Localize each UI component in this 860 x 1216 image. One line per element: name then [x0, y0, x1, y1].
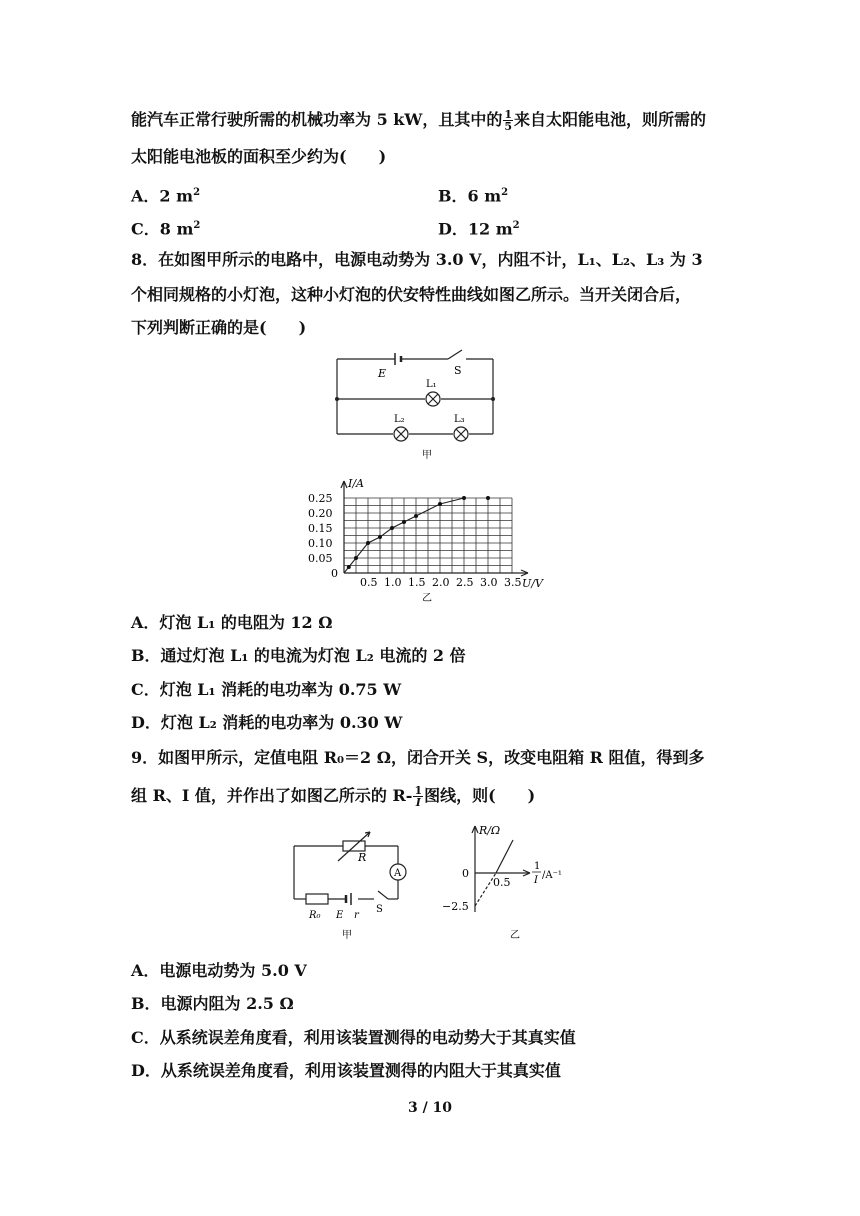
data-point	[366, 541, 370, 545]
label-e: E	[378, 367, 387, 380]
fraction-one-fifth: $\frac{1}{5}$	[504, 108, 512, 133]
q7-stem-line-1	[131, 109, 706, 132]
q9-option-c: C．从系统误差角度看，利用该装置测得的电动势大于其真实值	[131, 1028, 576, 1047]
data-point	[414, 514, 418, 518]
y-tick-label: 0.25	[308, 492, 333, 505]
q7-option-b: B．6 $m^2$	[438, 186, 509, 206]
page-number: 3 / 10	[407, 1100, 453, 1116]
label-l1: L₁	[426, 379, 437, 390]
label-e: E	[336, 910, 344, 921]
x-tick-label: 0.5	[360, 576, 378, 589]
y-tick-label: 0.10	[308, 537, 333, 550]
q8-stem-line-1: 8．在如图甲所示的电路中，电源电动势为 3.0 V，内阻不计，L₁、L₂、L₃ 为 3	[131, 250, 703, 269]
y-tick-label: 0.20	[308, 507, 333, 520]
q7-text: 来自太阳能电池，则所需的	[514, 110, 707, 129]
caption-jia: 甲	[422, 450, 432, 461]
x-tick-label: 1.0	[384, 576, 402, 589]
origin-label: 0	[331, 567, 338, 580]
r-vs-inverse-i-graph	[438, 820, 578, 945]
q7-text: 能汽车正常行驶所需的机械功率为 5 kW，且其中的	[131, 110, 503, 129]
label-internal-r: r	[354, 910, 359, 921]
q8-option-b: B．通过灯泡 L₁ 的电流为灯泡 L₂ 电流的 2 倍	[131, 646, 466, 665]
data-point	[347, 565, 351, 569]
label-l3: L₃	[454, 414, 465, 425]
y-axis-label: I/A	[348, 477, 364, 490]
x-axis-label: U/V	[522, 577, 543, 590]
q8-stem-line-2: 个相同规格的小灯泡，这种小灯泡的伏安特性曲线如图乙所示。当开关闭合后，	[131, 285, 692, 304]
label-r-box: R	[358, 851, 367, 864]
data-point	[438, 502, 442, 506]
q9-circuit-diagram	[288, 828, 418, 943]
x-tick-label: 3.5	[504, 576, 522, 589]
data-point	[390, 526, 394, 530]
y-tick-label: 0.05	[308, 552, 333, 565]
data-point	[378, 535, 382, 539]
q8-option-d: D．灯泡 L₂ 消耗的电功率为 0.30 W	[131, 713, 403, 732]
x-tick-label: 1.5	[408, 576, 426, 589]
q8-option-a: A．灯泡 L₁ 的电阻为 12 Ω	[131, 613, 333, 632]
x-tick-label: 2.0	[432, 576, 450, 589]
q7-option-d: D．12 $m^2$	[438, 219, 520, 239]
label-s: S	[376, 904, 383, 915]
graph-x-label-num: 1	[534, 861, 541, 872]
graph-origin: 0	[462, 867, 469, 880]
graph-y-tick: −2.5	[442, 900, 469, 913]
q7-option-a: A．2 $m^2$	[131, 186, 201, 206]
y-tick-label: 0.15	[308, 522, 333, 535]
label-s: S	[454, 364, 462, 377]
q9-option-b: B．电源内阻为 2.5 Ω	[131, 994, 294, 1013]
data-point	[486, 496, 490, 500]
q8-stem-line-3: 下列判断正确的是( )	[131, 318, 307, 337]
q8-option-c: C．灯泡 L₁ 消耗的电功率为 0.75 W	[131, 680, 402, 699]
data-point	[462, 496, 466, 500]
caption-jia: 甲	[342, 930, 352, 941]
graph-x-label-unit: /A⁻¹	[542, 870, 562, 881]
q8-circuit-diagram	[330, 345, 510, 465]
iu-characteristic-chart	[300, 475, 560, 605]
graph-y-label: R/Ω	[479, 824, 501, 837]
q9-stem-line-1: 9．如图甲所示，定值电阻 R₀＝2 Ω，闭合开关 S，改变电阻箱 R 阻值，得到多	[131, 748, 705, 767]
x-tick-label: 2.5	[456, 576, 474, 589]
label-l2: L₂	[394, 414, 405, 425]
fraction-one-over-i: $\frac{1}{I}$	[414, 784, 423, 809]
label-r0: R₀	[309, 910, 321, 921]
q9-option-d: D．从系统误差角度看，利用该装置测得的内阻大于其真实值	[131, 1061, 561, 1080]
x-tick-label: 3.0	[480, 576, 498, 589]
q9-option-a: A．电源电动势为 5.0 V	[131, 961, 307, 980]
graph-x-tick: 0.5	[493, 876, 511, 889]
q9-stem-line-2: 组 R、I 值，并作出了如图乙所示的 R- $\frac{1}{I}$ 图线，则( )	[131, 784, 536, 809]
ammeter-label: A	[394, 868, 402, 879]
q7-option-c: C．8 $m^2$	[131, 219, 201, 239]
data-point	[354, 556, 358, 560]
graph-x-label-den: I	[534, 875, 538, 886]
caption-yi: 乙	[422, 593, 432, 604]
data-point	[402, 520, 406, 524]
q7-stem-line-2: 太阳能电池板的面积至少约为( )	[131, 147, 387, 166]
caption-yi: 乙	[510, 930, 520, 941]
